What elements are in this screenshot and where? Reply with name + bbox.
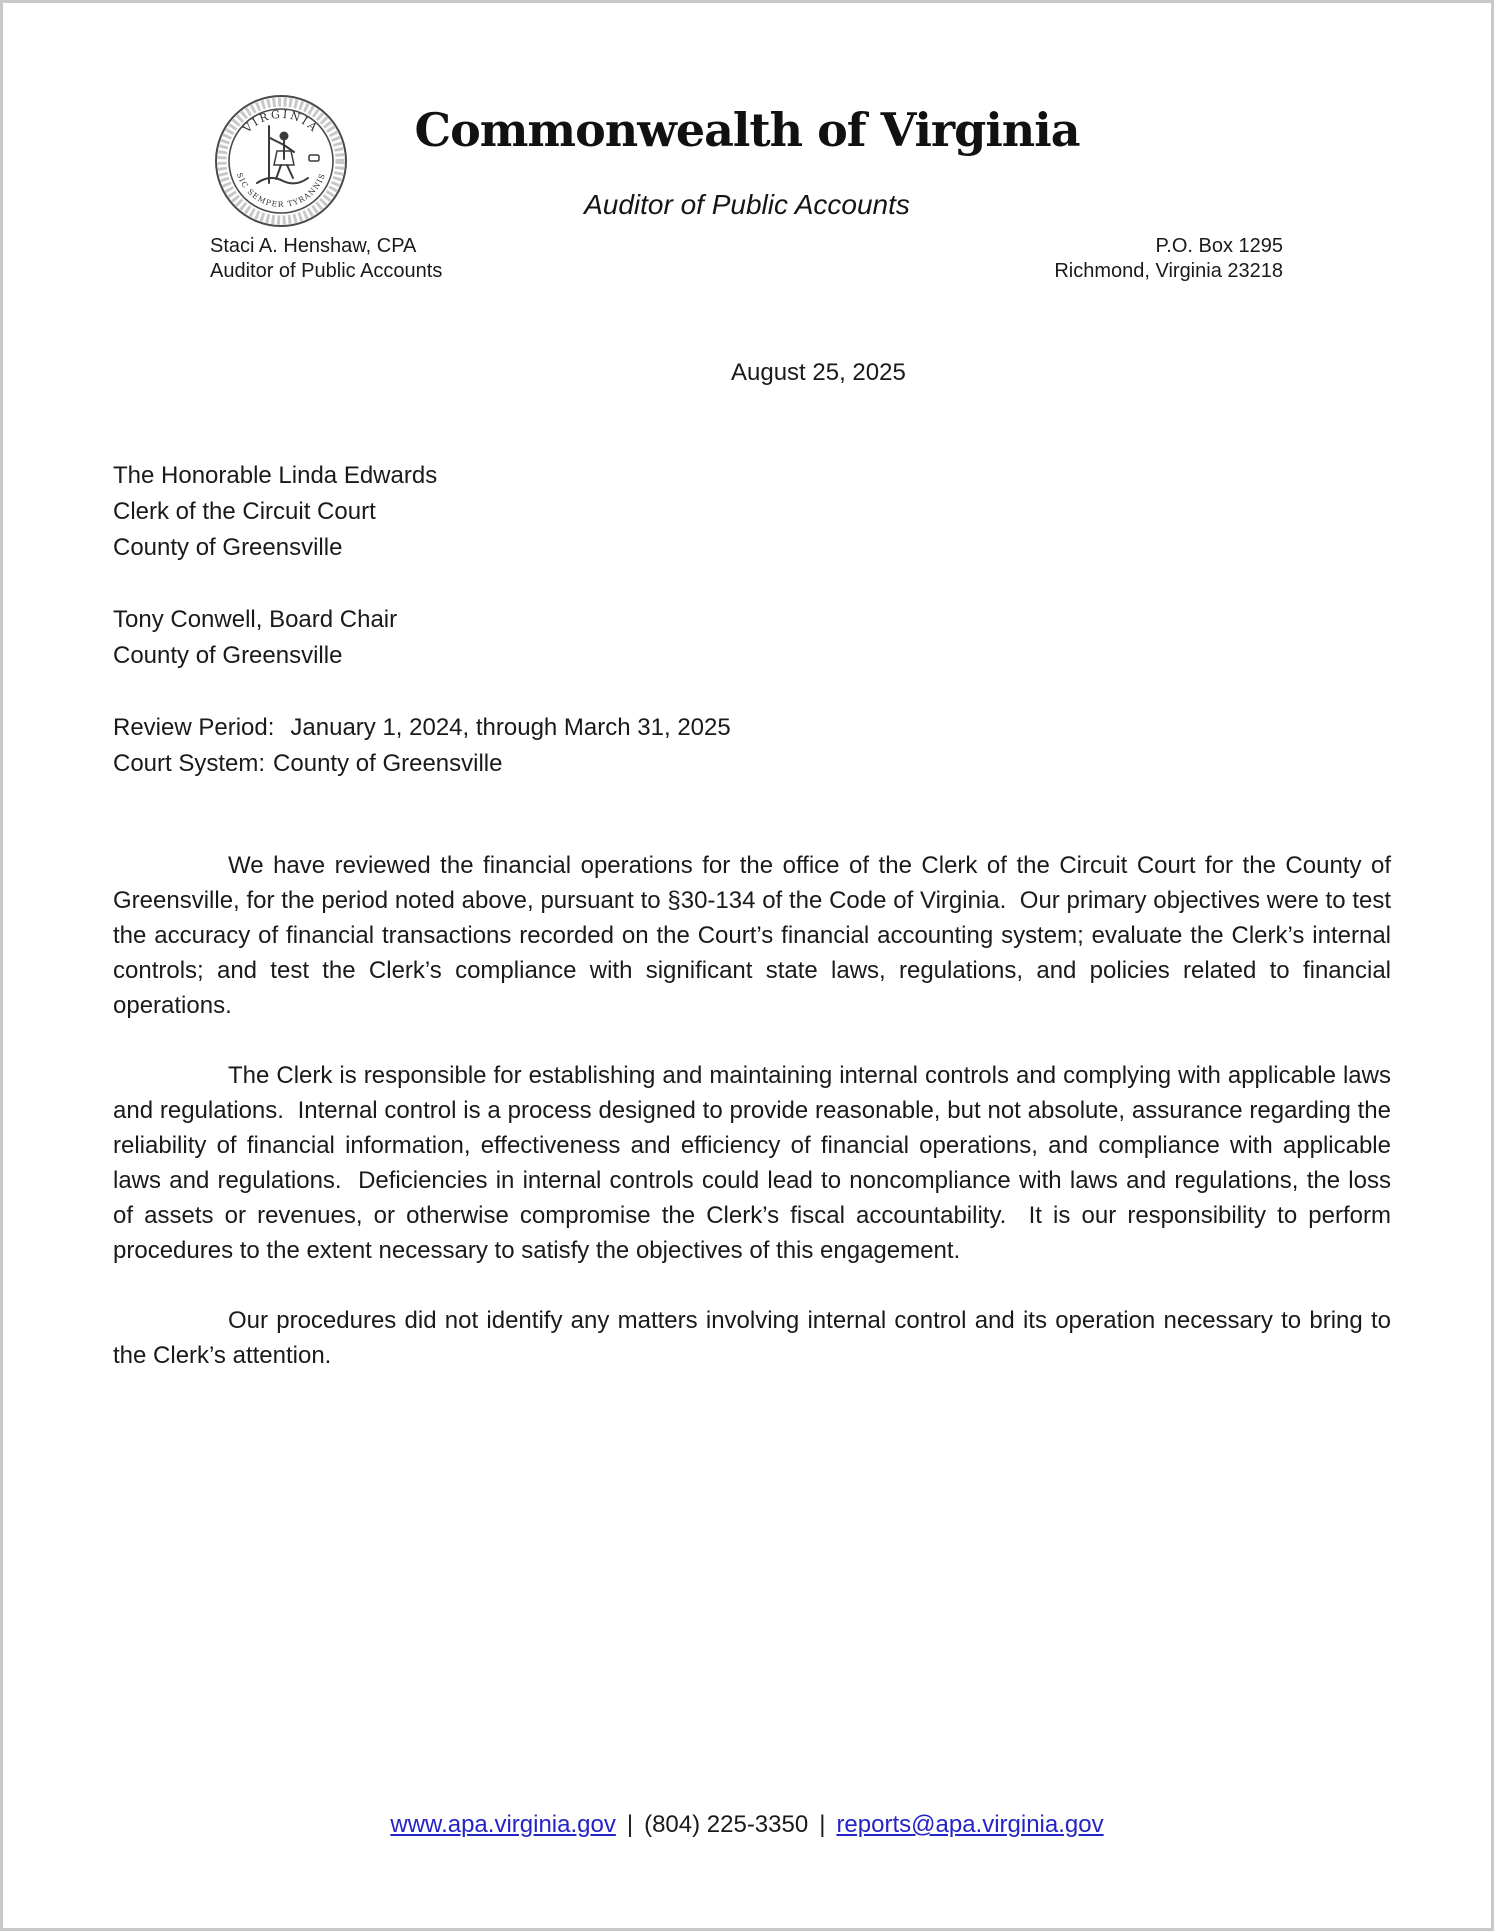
footer-separator: | [626, 1811, 634, 1838]
recipient-line: Clerk of the Circuit Court [113, 498, 376, 525]
review-period-label: Review Period: [113, 714, 275, 741]
auditor-name: Staci A. Henshaw, CPA [210, 235, 417, 257]
letterhead-subtitle: Auditor of Public Accounts [584, 189, 910, 220]
court-system-line [113, 746, 1391, 782]
review-period-value: January 1, 2024, through March 31, 2025 [290, 714, 731, 741]
footer-phone: (804) 225-3350 [644, 1811, 809, 1838]
recipient-block-clerk [113, 458, 1391, 566]
footer-contact-line [3, 1811, 1491, 1839]
email-link[interactable]: reports@apa.virginia.gov [836, 1811, 1104, 1838]
court-system-label: Court System: [113, 750, 266, 777]
recipient-line: Tony Conwell, Board Chair [113, 606, 398, 633]
auditor-name-block [210, 234, 442, 284]
address-line-2: Richmond, Virginia 23218 [1054, 260, 1283, 282]
recipient-line: County of Greensville [113, 534, 343, 561]
seal-bottom-text: SIC SEMPER TYRANNIS [234, 171, 328, 210]
address-line-1: P.O. Box 1295 [1155, 235, 1283, 257]
court-system-value: County of Greensville [273, 750, 503, 777]
footer-separator: | [819, 1811, 826, 1838]
recipient-block-board-chair [113, 602, 1391, 674]
paragraph-results: Our procedures did not identify any matters involving internal control and its operation necessary to bring to the Clerk’s attention. [113, 1307, 1398, 1369]
recipient-line: The Honorable Linda Edwards [113, 462, 438, 489]
letterhead-title: Commonwealth of Virginia [414, 103, 1080, 157]
auditor-title: Auditor of Public Accounts [210, 260, 443, 282]
paragraph-objectives: We have reviewed the financial operations for the office of the Clerk of the Circuit Court for the County of Greensville, for the period noted above, pursuant to §30-134 of the Code of Virginia. Our primary objectives were to test the accuracy of financial transactions recorded on the Court’s financial accounting system; evaluate the Clerk’s internal controls; and test the Clerk’s compliance with significant state laws, regulations, and policies related to financial operations. [113, 852, 1398, 1019]
paragraph-responsibility: The Clerk is responsible for establishing and maintaining internal controls and complying with applicable laws and regulations. Internal control is a process designed to provide reasonable, but not absolute, assurance regarding the reliability of financial information, effectiveness and efficiency of financial operations, and compliance with applicable laws and regulations. Deficiencies in internal controls could lead to noncompliance with laws and regulations, the loss of assets or revenues, or otherwise compromise the Clerk’s fiscal accountability. It is our responsibility to perform procedures to the extent necessary to satisfy the objectives of this engagement. [113, 1062, 1398, 1264]
seal-top-text: VIRGINIA [240, 107, 322, 136]
letter-date: August 25, 2025 [731, 359, 906, 386]
website-link[interactable]: www.apa.virginia.gov [390, 1811, 616, 1838]
letter-body [113, 848, 1398, 1408]
review-info-block [113, 710, 1391, 782]
office-address-block [1054, 234, 1283, 284]
recipient-line: County of Greensville [113, 642, 343, 669]
review-period-line [113, 710, 1391, 746]
address-area [113, 458, 1391, 782]
